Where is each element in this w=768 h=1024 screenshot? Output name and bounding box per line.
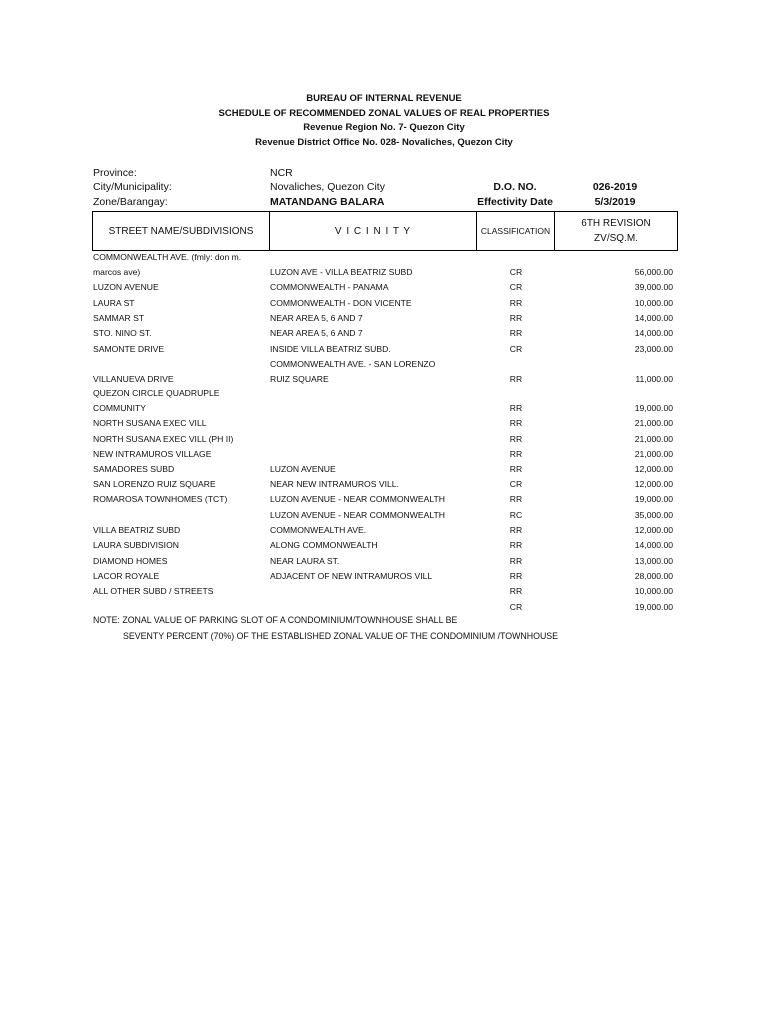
zonal-value-cell: 19,000.00 [634,494,673,504]
classification-cell: CR [509,479,523,489]
classification-cell: RR [509,556,523,566]
table-row [0,432,768,447]
province-value: NCR [270,167,293,179]
classification-cell: RR [509,464,523,474]
zonal-value-cell: 10,000.00 [634,298,673,308]
column-header-classification: CLASSIFICATION [480,225,551,236]
column-header-vicinity: V I C I N I T Y [334,225,412,237]
table-row [0,326,768,341]
table-row [0,372,768,387]
street-cell: NORTH SUSANA EXEC VILL (PH II) [93,434,234,444]
zonal-value-cell: 39,000.00 [634,282,673,292]
zonal-value-cell: 19,000.00 [634,602,673,612]
vicinity-cell: NEAR AREA 5, 6 AND 7 [270,328,363,338]
vicinity-cell: INSIDE VILLA BEATRIZ SUBD. [270,344,391,354]
street-cell: SAMMAR ST [93,313,145,323]
table-row [0,311,768,326]
vicinity-cell: COMMONWEALTH - PANAMA [270,282,389,292]
zone-value: MATANDANG BALARA [270,196,385,208]
vicinity-cell: RUIZ SQUARE [270,374,329,384]
zonal-value-cell: 35,000.00 [634,510,673,520]
zonal-value-cell: 21,000.00 [634,434,673,444]
table-row [0,342,768,357]
table-row [0,416,768,431]
street-cell: NEW INTRAMUROS VILLAGE [93,449,212,459]
classification-cell: RR [509,313,523,323]
street-cell: SAMADORES SUBD [93,464,175,474]
vicinity-cell: LUZON AVENUE - NEAR COMMONWEALTH [270,494,445,504]
agency-title: BUREAU OF INTERNAL REVENUE [306,93,462,104]
vicinity-cell: NEAR AREA 5, 6 AND 7 [270,313,363,323]
zonal-value-cell: 21,000.00 [634,418,673,428]
table-row [0,492,768,507]
parking-note-continuation: SEVENTY PERCENT (70%) OF THE ESTABLISHED ZONAL VALUE OF THE CONDOMINIUM /TOWNHOUSE [123,631,559,641]
vicinity-cell: NEAR LAURA ST. [270,556,340,566]
classification-cell: CR [509,282,523,292]
revenue-region: Revenue Region No. 7- Quezon City [303,122,465,133]
classification-cell: RR [509,328,523,338]
zonal-value-cell: 12,000.00 [634,525,673,535]
street-cell: ALL OTHER SUBD / STREETS [93,586,214,596]
street-cell: STO. NINO ST. [93,328,152,338]
street-cell: SAN LORENZO RUIZ SQUARE [93,479,216,489]
classification-cell: RR [509,418,523,428]
table-row [0,477,768,492]
do-number-label: D.O. NO. [493,181,537,193]
schedule-title: SCHEDULE OF RECOMMENDED ZONAL VALUES OF REAL PROPERTIES [218,108,550,119]
unit-label: ZV/SQ.M. [594,233,638,244]
street-cell: LACOR ROYALE [93,571,160,581]
vicinity-cell: LUZON AVENUE [270,464,336,474]
table-row [0,250,768,265]
classification-cell: RR [509,374,523,384]
zonal-value-cell: 21,000.00 [634,449,673,459]
zonal-value-cell: 12,000.00 [634,479,673,489]
zonal-value-cell: 13,000.00 [634,556,673,566]
vicinity-cell: COMMONWEALTH - DON VICENTE [270,298,412,308]
column-header-revision [555,212,677,250]
street-cell: COMMONWEALTH AVE. (fmly: don m. [93,252,242,262]
street-cell: SAMONTE DRIVE [93,344,165,354]
street-cell: VILLANUEVA DRIVE [93,374,174,384]
vicinity-cell: ALONG COMMONWEALTH [270,540,378,550]
table-row [0,280,768,295]
classification-cell: RR [509,449,523,459]
classification-cell: RC [509,510,523,520]
table-header [92,211,678,251]
vicinity-cell: LUZON AVENUE - NEAR COMMONWEALTH [270,510,445,520]
table-row [0,508,768,523]
street-cell: VILLA BEATRIZ SUBD [93,525,181,535]
table-row [0,447,768,462]
table-row [0,600,768,615]
table-row [0,386,768,401]
column-header-street: STREET NAME/SUBDIVISIONS [108,225,254,237]
city-value: Novaliches, Quezon City [270,181,385,193]
zonal-value-cell: 11,000.00 [635,374,673,384]
table-row [0,296,768,311]
vicinity-cell: COMMONWEALTH AVE. [270,525,367,535]
street-cell: NORTH SUSANA EXEC VILL [93,418,207,428]
street-cell: LAURA SUBDIVISION [93,540,179,550]
street-cell: QUEZON CIRCLE QUADRUPLE [93,388,220,398]
table-row [0,265,768,280]
city-label: City/Municipality: [93,181,172,193]
street-cell: LUZON AVENUE [93,282,159,292]
zonal-value-cell: 23,000.00 [634,344,673,354]
revision-label: 6TH REVISION [581,218,651,229]
table-row [0,462,768,477]
classification-cell: CR [509,602,523,612]
revenue-district-office: Revenue District Office No. 028- Novaliches, Quezon City [255,137,513,148]
classification-cell: CR [509,344,523,354]
street-cell: COMMUNITY [93,403,146,413]
classification-cell: RR [509,525,523,535]
table-row [0,401,768,416]
classification-cell: RR [509,298,523,308]
street-cell: DIAMOND HOMES [93,556,168,566]
zonal-value-cell: 19,000.00 [634,403,673,413]
classification-cell: RR [509,571,523,581]
parking-note: NOTE: ZONAL VALUE OF PARKING SLOT OF A CONDOMINIUM/TOWNHOUSE SHALL BE [93,615,458,625]
table-row [0,554,768,569]
classification-cell: RR [509,494,523,504]
zonal-value-cell: 14,000.00 [634,328,673,338]
zonal-value-cell: 10,000.00 [634,586,673,596]
do-number-value: 026-2019 [592,181,638,193]
zone-label: Zone/Barangay: [93,196,168,208]
table-row [0,523,768,538]
classification-cell: RR [509,434,523,444]
table-row [0,569,768,584]
vicinity-cell: ADJACENT OF NEW INTRAMUROS VILL [270,571,433,581]
street-cell: marcos ave) [93,267,141,277]
classification-cell: CR [509,267,523,277]
zonal-value-cell: 56,000.00 [634,267,673,277]
province-label: Province: [93,167,137,179]
classification-cell: RR [509,403,523,413]
zonal-value-cell: 12,000.00 [634,464,673,474]
street-cell: LAURA ST [93,298,135,308]
vicinity-cell: NEAR NEW INTRAMUROS VILL. [270,479,399,489]
zonal-value-cell: 14,000.00 [634,540,673,550]
table-row [0,538,768,553]
effectivity-date-value: 5/3/2019 [594,196,636,208]
classification-cell: RR [509,540,523,550]
table-row [0,584,768,599]
zonal-value-cell: 28,000.00 [634,571,673,581]
classification-cell: RR [509,586,523,596]
table-row [0,357,768,372]
street-cell: ROMAROSA TOWNHOMES (TCT) [93,494,228,504]
vicinity-cell: LUZON AVE - VILLA BEATRIZ SUBD [270,267,413,277]
vicinity-cell: COMMONWEALTH AVE. - SAN LORENZO [270,359,436,369]
effectivity-date-label: Effectivity Date [477,196,553,208]
zonal-value-cell: 14,000.00 [634,313,673,323]
